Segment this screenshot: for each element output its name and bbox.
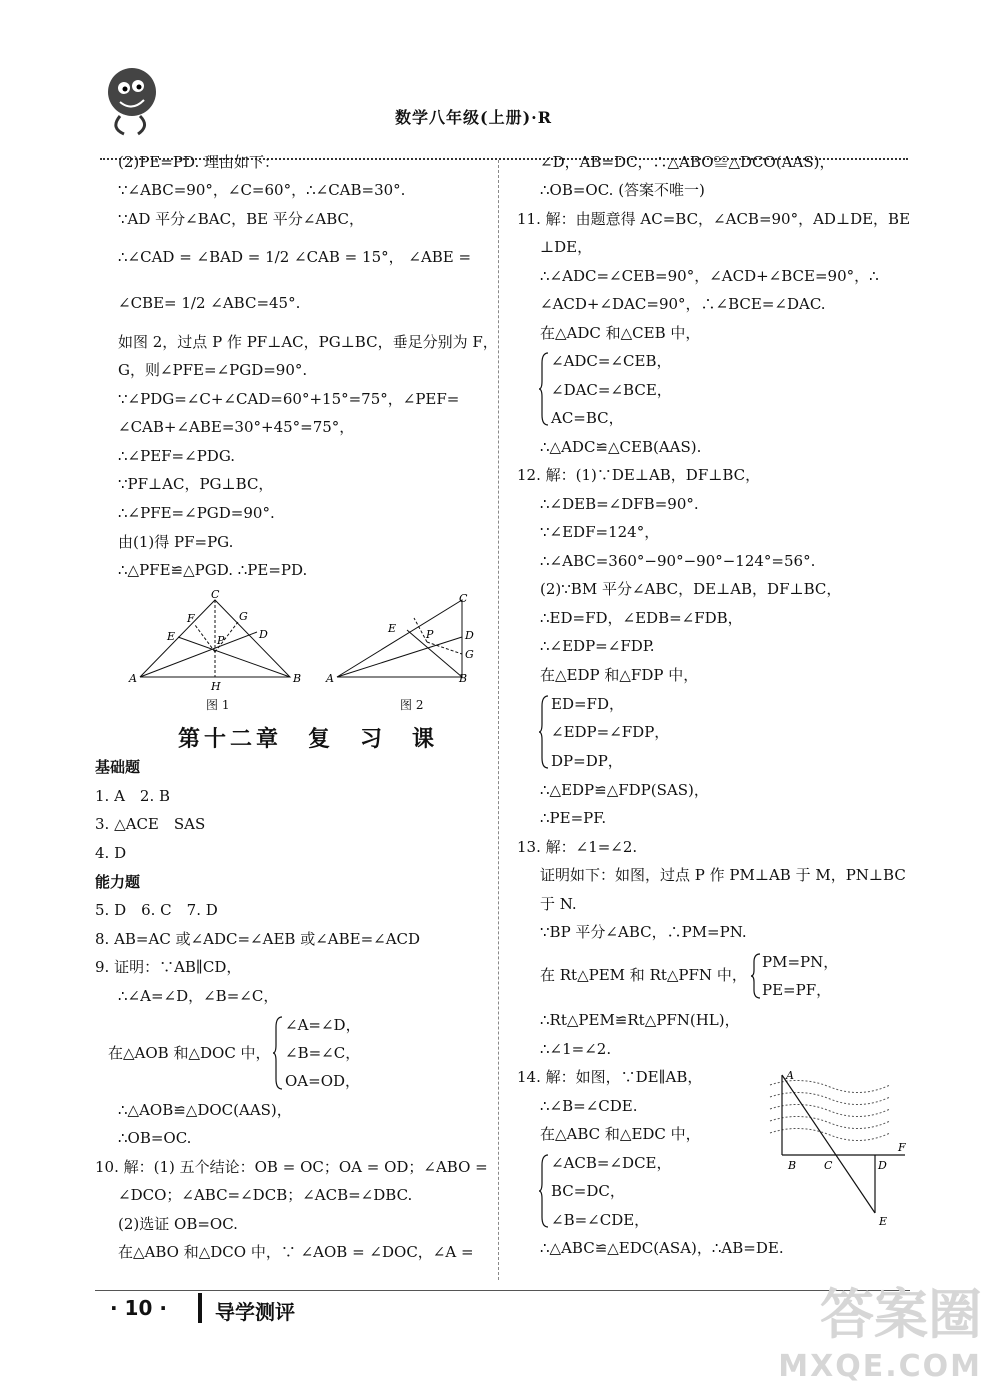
figure-1-caption: 图 1 (206, 698, 230, 712)
q14-brace-line: ∠B=∠CDE， (551, 1211, 650, 1229)
q13-brace-line: PE=PF， (762, 981, 832, 999)
brace (538, 694, 550, 770)
answer-line: ∴△AOB≌△DOC(AAS)， (118, 1101, 292, 1119)
q11-brace-line: ∠DAC=∠BCE， (551, 381, 672, 399)
answer-line: 10. 解：(1) 五个结论：OB = OC；OA = OD；∠ABO = (95, 1158, 488, 1176)
fig3-label: B (788, 1159, 797, 1172)
figure-1 (125, 588, 302, 697)
right-line: ∴∠1=∠2. (540, 1040, 612, 1058)
q12-brace-line: DP=DP， (551, 752, 623, 770)
column-divider (498, 160, 499, 1280)
right-line: ∴ED=FD，∠EDB=∠FDB， (540, 609, 743, 627)
q14-brace-line: ∠ACB=∠DCE， (551, 1154, 672, 1172)
right-line: ∴△EDP≌△FDP(SAS)， (540, 781, 709, 799)
q9-brace-line: OA=OD， (285, 1072, 361, 1090)
watermark-line2: MXQE.COM (778, 1349, 982, 1384)
left-line: ∠CBE= 1/2 ∠ABC=45°. (118, 294, 301, 312)
right-line: 于 N. (540, 895, 577, 913)
fig1-label: G (239, 610, 248, 623)
brace (538, 1153, 550, 1229)
fig2-label: C (459, 592, 468, 605)
right-line: ∠D，AB=DC，∴△ABO≌△DCO(AAS)， (540, 153, 835, 171)
fig2-label: G (465, 648, 474, 661)
right-line: 12. 解：(1)∵DE⊥AB，DF⊥BC， (517, 466, 761, 484)
right-line: 在△EDP 和△FDP 中， (540, 666, 699, 684)
right-line: (2)∵BM 平分∠ABC，DE⊥AB，DF⊥BC， (540, 580, 842, 598)
left-line: ∠CAB+∠ABE=30°+45°=75°， (118, 418, 355, 436)
fig3-label: D (878, 1159, 887, 1172)
left-line: ∵AD 平分∠BAC，BE 平分∠ABC， (118, 210, 364, 228)
answer-line: 4. D (95, 844, 127, 862)
fig3-label: C (824, 1159, 833, 1172)
fig1-label: E (167, 630, 176, 643)
right-line: ∴△ADC≌△CEB(AAS). (540, 438, 702, 456)
right-line: ∴∠ABC=360°−90°−90°−124°=56°. (540, 552, 816, 570)
right-line: ⊥DE， (540, 238, 593, 256)
left-line: ∴∠PEF=∠PDG. (118, 447, 236, 465)
answer-line: 在△ABO 和△DCO 中，∵ ∠AOB = ∠DOC，∠A = (118, 1243, 474, 1261)
left-line: 由(1)得 PF=PG. (118, 533, 234, 551)
watermark (778, 1272, 982, 1384)
q12-brace-line: ∠EDP=∠FDP， (551, 723, 670, 741)
fig1-label: B (293, 672, 302, 685)
right-line: ∴Rt△PEM≌Rt△PFN(HL)， (540, 1011, 740, 1029)
figure-3 (760, 1065, 910, 1230)
q12-brace-line: ED=FD， (551, 695, 624, 713)
right-line: ∴△ABC≌△EDC(ASA)，∴AB=DE. (540, 1239, 784, 1257)
left-line: ∵PF⊥AC，PG⊥BC， (118, 475, 274, 493)
page-number: · 10 · (110, 1296, 167, 1320)
answer-line: 5. D 6. C 7. D (95, 901, 218, 919)
answer-line: 3. △ACE SAS (95, 815, 206, 833)
answer-line: 8. AB=AC 或∠ADC=∠AEB 或∠ABE=∠ACD (95, 930, 421, 948)
fig1-label: C (211, 588, 220, 601)
left-line: (2)PE=PD. 理由如下： (118, 153, 279, 171)
right-line: 11. 解：由题意得 AC=BC，∠ACB=90°，AD⊥DE，BE (517, 210, 911, 228)
right-line: ∵∠EDF=124°， (540, 523, 660, 541)
chapter-title: 第十二章 复 习 课 (178, 727, 439, 752)
right-line: 14. 解：如图，∵DE∥AB， (517, 1068, 703, 1086)
fig2-label: A (326, 672, 334, 685)
fig1-label: H (211, 680, 221, 693)
fig2-label: E (388, 622, 397, 635)
brace (750, 952, 762, 1000)
watermark-line1: 答案圈 (820, 1283, 982, 1346)
right-line: ∴OB=OC. (答案不唯一) (540, 181, 705, 199)
fig1-label: A (129, 672, 137, 685)
brace (272, 1015, 284, 1091)
right-line: 13. 解：∠1=∠2. (517, 838, 638, 856)
q13-prefix: 在 Rt△PEM 和 Rt△PFN 中， (540, 966, 747, 984)
right-line: ∵BP 平分∠ABC，∴PM=PN. (540, 923, 747, 941)
left-line: ∴∠CAD = ∠BAD = 1/2 ∠CAB = 15°， ∠ABE = (118, 248, 472, 266)
q11-brace-line: AC=BC， (551, 409, 624, 427)
right-line: 证明如下：如图，过点 P 作 PM⊥AB 于 M，PN⊥BC (540, 866, 906, 884)
fig2-label: B (459, 672, 468, 685)
fig3-label: A (786, 1069, 794, 1082)
q9-brace-line: ∠A=∠D， (285, 1016, 361, 1034)
fig1-label: P (217, 634, 225, 647)
right-line: ∴PE=PF. (540, 809, 607, 827)
left-line: ∴△PFE≌△PGD. ∴PE=PD. (118, 561, 308, 579)
left-line: 如图 2，过点 P 作 PF⊥AC，PG⊥BC，垂足分别为 F， (118, 333, 498, 351)
right-line: ∴∠B=∠CDE. (540, 1097, 638, 1115)
brace (538, 351, 550, 427)
right-line: ∴∠DEB=∠DFB=90°. (540, 495, 699, 513)
left-line: ∴∠PFE=∠PGD=90°. (118, 504, 275, 522)
fig2-label: P (426, 628, 434, 641)
footer-divider (198, 1293, 202, 1323)
answer-line: 1. A 2. B (95, 787, 171, 805)
q13-brace-line: PM=PN， (762, 953, 839, 971)
left-line: ∵∠PDG=∠C+∠CAD=60°+15°=75°，∠PEF= (118, 390, 460, 408)
footer-title: 导学测评 (215, 1300, 295, 1324)
right-line: 在△ADC 和△CEB 中， (540, 324, 701, 342)
right-line: ∴∠EDP=∠FDP. (540, 637, 655, 655)
left-line: ∵∠ABC=90°，∠C=60°，∴∠CAB=30°. (118, 181, 406, 199)
q11-brace-line: ∠ADC=∠CEB， (551, 352, 672, 370)
answer-line: (2)选证 OB=OC. (118, 1215, 238, 1233)
q9-brace-line: ∠B=∠C， (285, 1044, 361, 1062)
mascot-logo (100, 62, 170, 142)
right-line: ∠ACD+∠DAC=90°，∴∠BCE=∠DAC. (540, 295, 826, 313)
answer-line: ∠DCO；∠ABC=∠DCB；∠ACB=∠DBC. (118, 1186, 413, 1204)
section-heading: 基础题 (95, 758, 141, 776)
fig3-label: F (898, 1141, 906, 1154)
q9-prefix: 在△AOB 和△DOC 中， (108, 1044, 271, 1062)
answer-line: ∴OB=OC. (118, 1129, 192, 1147)
figure-2-caption: 图 2 (400, 698, 424, 712)
section-heading: 能力题 (95, 873, 141, 891)
fig1-label: D (259, 628, 268, 641)
header-title: 数学八年级(上册)·R (395, 108, 553, 127)
fig3-label: E (879, 1215, 888, 1228)
right-line: 在△ABC 和△EDC 中， (540, 1125, 701, 1143)
figure-2 (322, 592, 482, 697)
left-line: G，则∠PFE=∠PGD=90°. (118, 361, 308, 379)
fig1-label: F (187, 612, 195, 625)
answer-line: ∴∠A=∠D，∠B=∠C， (118, 987, 279, 1005)
q14-brace-line: BC=DC， (551, 1182, 625, 1200)
right-line: ∴∠ADC=∠CEB=90°，∠ACD+∠BCE=90°，∴ (540, 267, 879, 285)
fig2-label: D (465, 629, 474, 642)
answer-line: 9. 证明：∵AB∥CD， (95, 958, 242, 976)
